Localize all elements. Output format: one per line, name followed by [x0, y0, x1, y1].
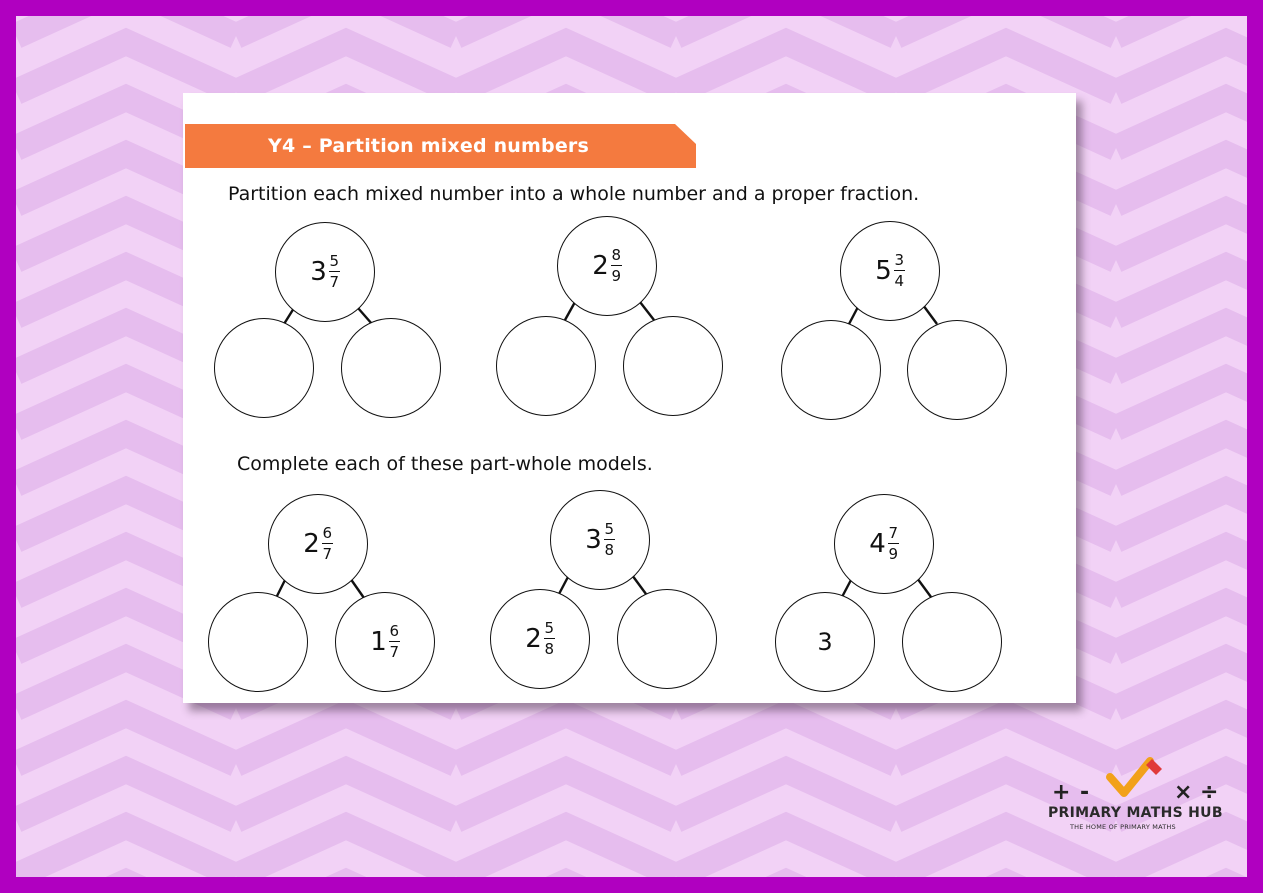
numerator: 3	[894, 250, 905, 269]
part-circle-4b	[335, 592, 435, 692]
denominator: 7	[329, 273, 340, 292]
part-circle-5b[interactable]	[617, 589, 717, 689]
minus-symbol: -	[1080, 780, 1090, 805]
whole-number: 3	[310, 256, 327, 287]
part-circle-3b[interactable]	[907, 320, 1007, 420]
whole-number: 1	[370, 626, 387, 657]
denominator: 8	[544, 640, 555, 659]
numerator: 5	[329, 251, 340, 270]
given-part: 3	[817, 628, 833, 656]
denominator: 9	[888, 545, 899, 564]
part-circle-5a	[490, 589, 590, 689]
whole-circle-6	[834, 494, 934, 594]
whole-circle-1	[275, 222, 375, 322]
numerator: 5	[544, 618, 555, 637]
part-circle-1b[interactable]	[341, 318, 441, 418]
part-circle-6a	[775, 592, 875, 692]
part-circle-4a[interactable]	[208, 592, 308, 692]
whole-number: 2	[303, 528, 320, 559]
instruction-partition: Partition each mixed number into a whole number and a proper fraction.	[228, 183, 920, 205]
worksheet-title: Y4 – Partition mixed numbers	[268, 135, 589, 157]
numerator: 7	[888, 523, 899, 542]
denominator: 7	[389, 643, 400, 662]
plus-symbol: +	[1052, 780, 1071, 805]
denominator: 9	[611, 267, 622, 286]
numerator: 6	[322, 523, 333, 542]
logo-tagline: THE HOME OF PRIMARY MATHS	[1070, 823, 1176, 831]
whole-number: 5	[875, 255, 892, 286]
divide-symbol: ÷	[1200, 780, 1219, 805]
logo-title: PRIMARY MATHS HUB	[1048, 805, 1223, 821]
checkmark-icon	[1110, 761, 1150, 793]
part-circle-1a[interactable]	[214, 318, 314, 418]
whole-circle-2	[557, 216, 657, 316]
whole-number: 4	[869, 528, 886, 559]
numerator: 5	[604, 519, 615, 538]
denominator: 8	[604, 541, 615, 560]
part-circle-2b[interactable]	[623, 316, 723, 416]
part-circle-3a[interactable]	[781, 320, 881, 420]
whole-number: 2	[592, 250, 609, 281]
part-circle-2a[interactable]	[496, 316, 596, 416]
whole-number: 3	[585, 524, 602, 555]
numerator: 8	[611, 245, 622, 264]
denominator: 7	[322, 545, 333, 564]
whole-number: 2	[525, 623, 542, 654]
part-circle-6b[interactable]	[902, 592, 1002, 692]
whole-circle-5	[550, 490, 650, 590]
instruction-complete: Complete each of these part-whole models.	[237, 453, 653, 475]
whole-circle-3	[840, 221, 940, 321]
numerator: 6	[389, 621, 400, 640]
whole-circle-4	[268, 494, 368, 594]
times-symbol: ×	[1174, 780, 1193, 805]
denominator: 4	[894, 272, 905, 291]
